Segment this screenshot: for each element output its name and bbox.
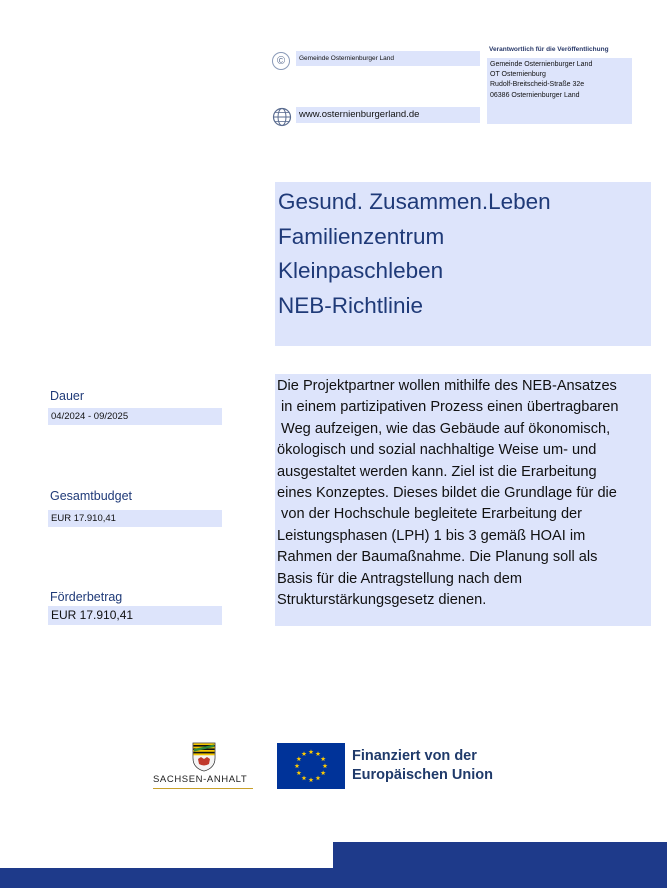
project-title — [275, 182, 651, 346]
eu-star-icon — [296, 756, 301, 761]
description-line: Weg aufzeigen, wie das Gebäude auf ökonomisch, — [277, 420, 611, 437]
globe-icon — [272, 107, 292, 127]
description-line: ökologisch und sozial nachhaltige Weise um- und — [277, 442, 597, 459]
description-line: Strukturstärkungsgesetz dienen. — [277, 592, 487, 609]
description-line: eines Konzeptes. Dieses bildet die Grundlage für die — [277, 485, 617, 502]
copyright-icon: © — [272, 52, 290, 70]
eu-star-icon — [316, 751, 321, 756]
duration-label: Dauer — [50, 389, 85, 403]
title-line: Familienzentrum — [278, 223, 445, 249]
eu-star-icon — [296, 770, 301, 775]
eu-text-line: Finanziert von der — [352, 748, 477, 764]
description-line: in einem partizipativen Prozess einen übertragbaren — [277, 399, 619, 416]
eu-star-icon — [321, 756, 326, 761]
eu-star-icon — [309, 777, 314, 782]
description-line: Rahmen der Baumaßnahme. Die Planung soll als — [277, 549, 598, 566]
address-line: Rudolf-Breitscheid-Straße 32e — [490, 81, 585, 89]
eu-star-icon — [295, 763, 300, 768]
responsible-address — [487, 58, 632, 124]
description-line: ausgestaltet werden kann. Ziel ist die Erarbeitung — [277, 463, 597, 480]
description-line: Die Projektpartner wollen mithilfe des NEB-Ansatzes — [277, 378, 617, 394]
footer-band-raised — [333, 842, 667, 888]
eu-text-line: Europäischen Union — [352, 767, 493, 783]
eu-star-icon — [316, 776, 321, 781]
eu-star-icon — [309, 749, 314, 754]
title-line: Gesund. Zusammen.Leben — [278, 189, 551, 214]
description-line: Leistungsphasen (LPH) 1 bis 3 gemäß HOAI im — [277, 527, 586, 544]
eu-star-icon — [302, 751, 307, 756]
address-line: Gemeinde Osternienburger Land — [490, 61, 593, 68]
eu-funding-text — [352, 747, 493, 785]
eu-star-icon — [302, 776, 307, 781]
budget-label: Gesamtbudget — [50, 489, 132, 503]
responsible-label: Verantwortlich für die Veröffentlichung — [489, 46, 609, 53]
project-description — [275, 374, 651, 626]
state-name: SACHSEN-ANHALT — [153, 774, 248, 785]
eu-flag — [277, 743, 345, 789]
address-line: OT Osternienburg — [490, 71, 546, 79]
funding-label: Förderbetrag — [50, 590, 123, 604]
description-line: von der Hochschule begleitete Erarbeitung der — [277, 506, 583, 523]
website-link[interactable]: www.osternienburgerland.de — [296, 107, 480, 123]
address-line: 06386 Osternienburger Land — [490, 91, 580, 99]
funding-value: EUR 17.910,41 — [48, 606, 222, 625]
title-line: NEB-Richtlinie — [278, 292, 424, 318]
eu-star-icon — [321, 770, 326, 775]
title-line: Kleinpaschleben — [278, 258, 444, 283]
description-line: Basis für die Antragstellung nach dem — [277, 570, 522, 587]
publisher-name: Gemeinde Osternienburger Land — [296, 51, 480, 66]
eu-star-icon — [323, 763, 328, 768]
coat-of-arms-icon — [190, 742, 218, 772]
state-underline — [153, 788, 253, 789]
budget-value: EUR 17.910,41 — [48, 510, 222, 527]
duration-value: 04/2024 - 09/2025 — [48, 408, 222, 425]
eu-stars-icon — [277, 743, 345, 789]
